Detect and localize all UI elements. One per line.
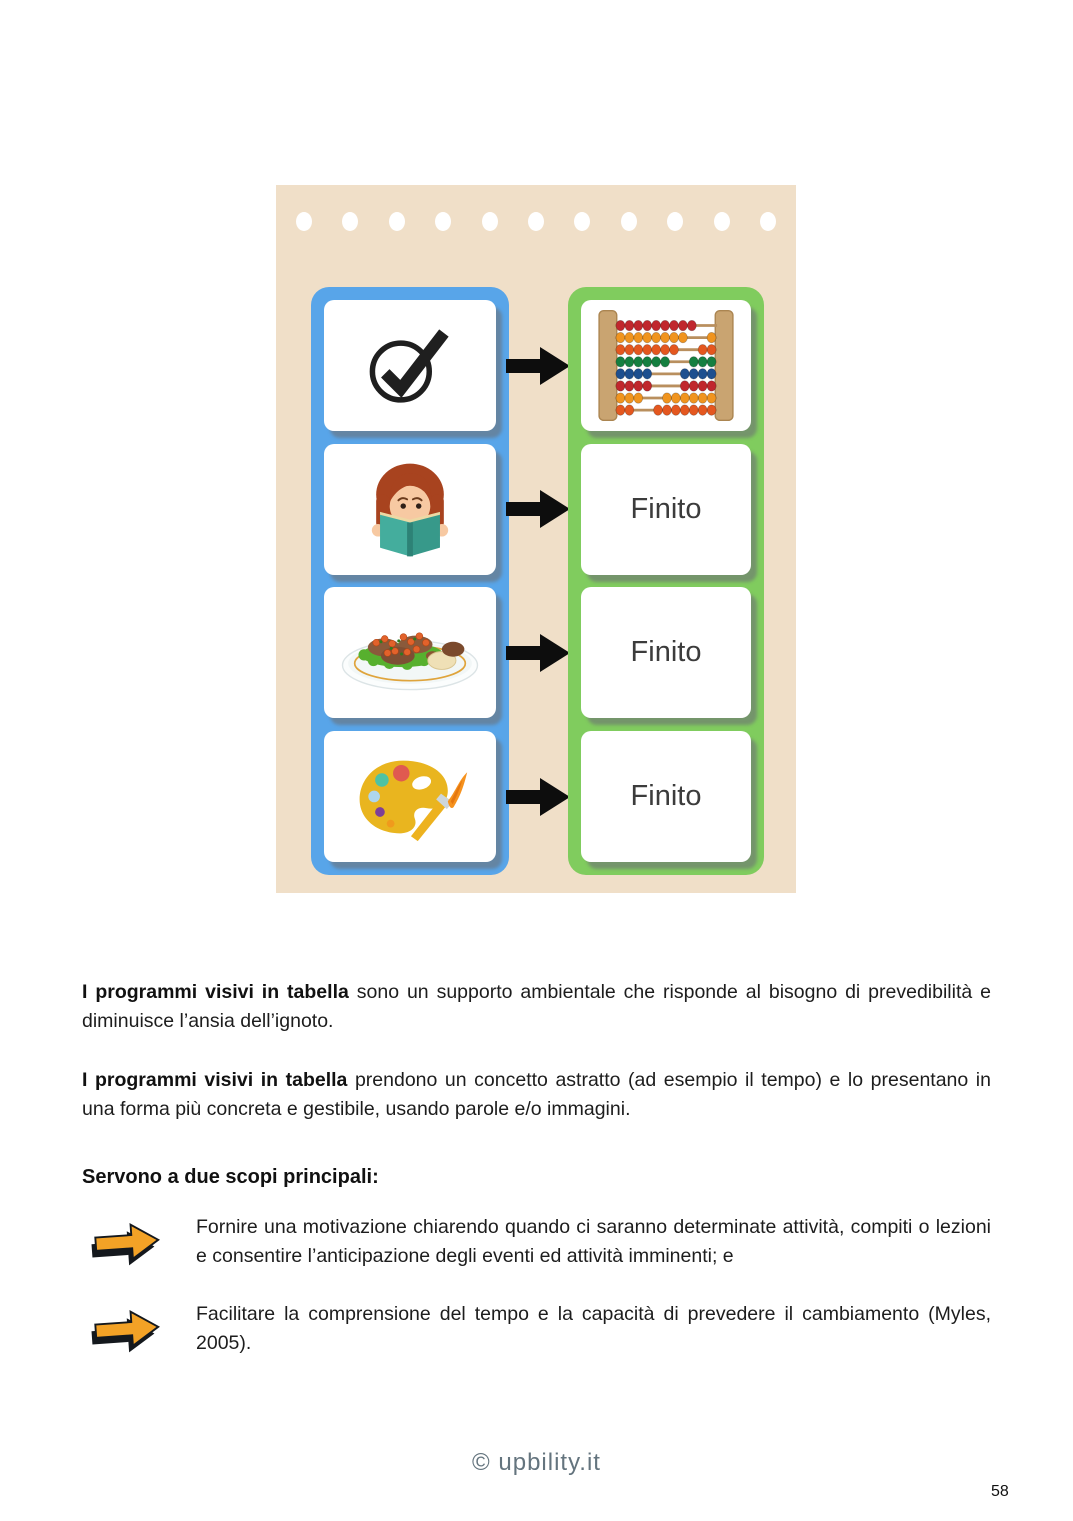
bullet-item-1 (90, 1213, 991, 1271)
activity-card-reading (324, 444, 496, 575)
binder-hole (714, 212, 730, 231)
activity-card-meal (324, 587, 496, 718)
paragraph-1-text: sono un supporto ambientale che risponde al bisogno di prevedibilità e diminuisce l’ansia dell’ignoto. (82, 981, 991, 1032)
check-circle-icon (355, 320, 465, 412)
flow-arrow-icon (506, 487, 572, 531)
binder-hole (528, 212, 544, 231)
bullet-text-1: Fornire una motivazione chiarendo quando ci saranno determinate attività, compiti o lezioni e consentire l’anticipazione degli eventi ed attività imminenti; e (196, 1216, 991, 1267)
abacus-icon (587, 305, 745, 426)
visual-schedule-illustration (276, 185, 796, 893)
result-card-abacus (581, 300, 751, 431)
flow-arrow-icon (506, 631, 572, 675)
bullet-item-2 (90, 1300, 991, 1358)
paragraph-1 (82, 978, 991, 1036)
activity-card-check (324, 300, 496, 431)
paragraph-2-lead: I programmi visivi in tabella (82, 1069, 348, 1091)
schedule-done-column (568, 287, 764, 875)
schedule-activities-column (311, 287, 509, 875)
section-heading: Servono a due scopi principali: (82, 1166, 379, 1188)
binder-hole (482, 212, 498, 231)
binder-holes (296, 212, 776, 231)
footer-copyright: © upbility.it (472, 1449, 601, 1476)
page-number: 58 (991, 1483, 1009, 1500)
binder-hole (760, 212, 776, 231)
paragraph-1-lead: I programmi visivi in tabella (82, 981, 349, 1003)
binder-hole (296, 212, 312, 231)
orange-arrow-bullet-icon (90, 1217, 164, 1267)
result-card-finito-3 (581, 731, 751, 862)
result-card-finito-1 (581, 444, 751, 575)
abacus-beads (615, 320, 717, 415)
bullet-text-2: Facilitare la comprensione del tempo e la capacità di prevedere il cambiamento (Myles, 2005). (196, 1303, 991, 1354)
flow-arrow-icon (506, 775, 572, 819)
binder-hole (389, 212, 405, 231)
binder-hole (621, 212, 637, 231)
flow-arrow-icon (506, 344, 572, 388)
orange-arrow-bullet-icon (90, 1304, 164, 1354)
girl-reading-icon (352, 455, 468, 563)
paragraph-2-text: prendono un concetto astratto (ad esempio il tempo) e lo presentano in una forma più concreta e gestibile, usando parole e/o immagini. (82, 1069, 991, 1120)
finito-label: Finito (630, 779, 702, 812)
activity-card-art (324, 731, 496, 862)
finito-label: Finito (630, 636, 702, 669)
finito-label: Finito (630, 492, 702, 525)
binder-hole (342, 212, 358, 231)
binder-hole (574, 212, 590, 231)
binder-hole (667, 212, 683, 231)
paragraph-2 (82, 1066, 991, 1124)
result-card-finito-2 (581, 587, 751, 718)
meal-plate-icon (335, 601, 485, 705)
paint-palette-icon (347, 745, 473, 847)
binder-hole (435, 212, 451, 231)
